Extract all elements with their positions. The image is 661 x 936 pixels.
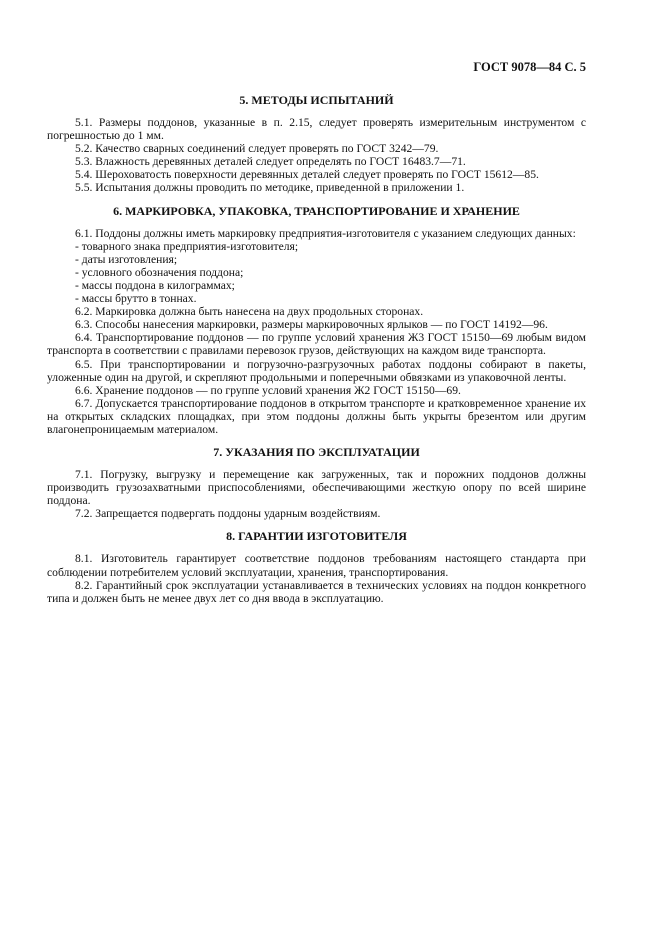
list-item: - условного обозначения поддона; — [75, 265, 244, 279]
clause-8-1: 8.1. Изготовитель гарантирует соответствие поддонов требованиям настоящего стандарта при соблюдении потребителем условий эксплуатации, хранения, транспортирования. — [47, 552, 586, 579]
list-item: - товарного знака предприятия-изготовителя; — [75, 239, 299, 253]
clause-7-1: 7.1. Погрузку, выгрузку и перемещение как загруженных, так и порожних поддонов должны производить грузозахватными приспособлениями, обеспечивающими жесткую опору по всей ширине поддона. — [47, 468, 586, 508]
clause-7-2: 7.2. Запрещается подвергать поддоны ударным воздействиям. — [75, 507, 381, 521]
clause-6-2: 6.2. Маркировка должна быть нанесена на двух продольных сторонах. — [75, 305, 424, 319]
clause-6-3: 6.3. Способы нанесения маркировки, размеры маркировочных ярлыков — по ГОСТ 14192—96. — [75, 318, 548, 332]
section-heading: 7. УКАЗАНИЯ ПО ЭКСПЛУАТАЦИИ — [213, 445, 420, 460]
section-heading: 8. ГАРАНТИИ ИЗГОТОВИТЕЛЯ — [226, 529, 407, 544]
section-heading: 6. МАРКИРОВКА, УПАКОВКА, ТРАНСПОРТИРОВАНИЕ И ХРАНЕНИЕ — [113, 203, 520, 218]
clause-6-7: 6.7. Допускается транспортирование поддонов в открытом транспорте и кратковременное хранение их на открытых складских площадках, при этом поддоны должны быть укрыты брезентом или другим влагонепроницаемым материалом. — [47, 396, 586, 436]
clause-5-2: 5.2. Качество сварных соединений следует проверять по ГОСТ 3242—79. — [75, 142, 439, 156]
section-heading: 5. МЕТОДЫ ИСПЫТАНИЙ — [239, 93, 394, 107]
list-item: - массы брутто в тоннах. — [75, 292, 197, 306]
clause-8-2: 8.2. Гарантийный срок эксплуатации устанавливается в технических условиях на поддон конкретного типа и должен быть не менее двух лет со дня ввода в эксплуатацию. — [47, 578, 586, 605]
running-header: ГОСТ 9078—84 С. 5 — [473, 60, 586, 74]
clause-5-5: 5.5. Испытания должны проводить по методике, приведенной в приложении 1. — [75, 181, 465, 195]
section-7-operating-instructions — [47, 445, 586, 520]
section-8-manufacturer-warranty — [47, 529, 586, 604]
clause-5-3: 5.3. Влажность деревянных деталей следует определять по ГОСТ 16483.7—71. — [75, 155, 466, 169]
clause-6-6: 6.6. Хранение поддонов — по группе условий хранения Ж2 ГОСТ 15150—69. — [75, 383, 461, 397]
clause-5-4: 5.4. Шероховатость поверхности деревянных деталей следует проверять по ГОСТ 15612—85. — [75, 168, 539, 182]
section-6-marking-packaging — [47, 204, 586, 437]
clause-6-1: 6.1. Поддоны должны иметь маркировку предприятия-изготовителя с указанием следующих данных: — [75, 226, 576, 240]
section-5-test-methods — [47, 93, 586, 195]
clause-6-4: 6.4. Транспортирование поддонов — по группе условий хранения Ж3 ГОСТ 15150—69 любым видом транспорта в соответствии с правилами перевозок грузов, действующих на каждом виде транспорта. — [47, 331, 586, 358]
clause-5-1: 5.1. Размеры поддонов, указанные в п. 2.15, следует проверять измерительным инструментом с погрешностью до 1 мм. — [47, 116, 586, 143]
clause-6-5: 6.5. При транспортировании и погрузочно-разгрузочных работах поддоны собирают в пакеты, уложенные один на другой, и скрепляют продольными и поперечными обвязками из упаковочной ленты. — [47, 357, 586, 384]
list-item: - даты изготовления; — [75, 252, 178, 266]
document-body — [47, 93, 586, 605]
list-item: - массы поддона в килограммах; — [75, 278, 235, 292]
